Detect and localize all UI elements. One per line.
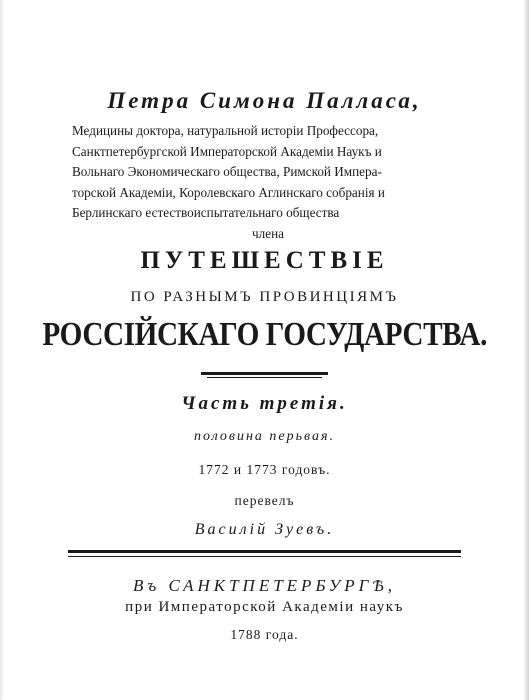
credentials-line: Вольнаго Экономическаго общества, Римской Импера- bbox=[72, 164, 382, 179]
volume-part: Часть третiя. bbox=[181, 393, 348, 414]
credentials-line: Медицины доктора, натуральной исторiи Профессора, bbox=[72, 123, 379, 138]
author-credentials bbox=[72, 121, 464, 244]
credentials-line: члена bbox=[252, 225, 284, 241]
volume-half: половина перьвая. bbox=[193, 429, 336, 444]
decorative-rule bbox=[201, 372, 328, 375]
translated-by-label: перевелъ bbox=[234, 493, 295, 508]
translator-name: Василiй Зуевъ. bbox=[194, 521, 335, 538]
publication-year: 1788 года. bbox=[230, 627, 299, 642]
publisher: при Императорской Академiи наукъ bbox=[125, 599, 404, 615]
author-name: Петра Симона Палласа, bbox=[107, 88, 422, 113]
decorative-double-rule bbox=[68, 550, 461, 553]
main-title: ПУТЕШЕСТВIЕ bbox=[140, 247, 389, 274]
years-covered: 1772 и 1773 годовъ. bbox=[198, 462, 331, 477]
publication-city: Въ САНКТПЕТЕРБУРГѢ, bbox=[133, 576, 396, 595]
credentials-line: торской Академiи, Королевскаго Аглинскаго собранiя и bbox=[72, 184, 385, 200]
subtitle-line: ПО РАЗНЫМЪ ПРОВИНЦIЯМЪ bbox=[130, 289, 399, 305]
credentials-line: Санктпетербургской Императорской Академiи Наукъ и bbox=[72, 143, 382, 159]
credentials-line: Берлинскаго естествоиспытательнаго общества bbox=[72, 205, 340, 220]
subtitle-state: РОССIЙСКАГО ГОСУДАРСТВА. bbox=[42, 316, 487, 353]
